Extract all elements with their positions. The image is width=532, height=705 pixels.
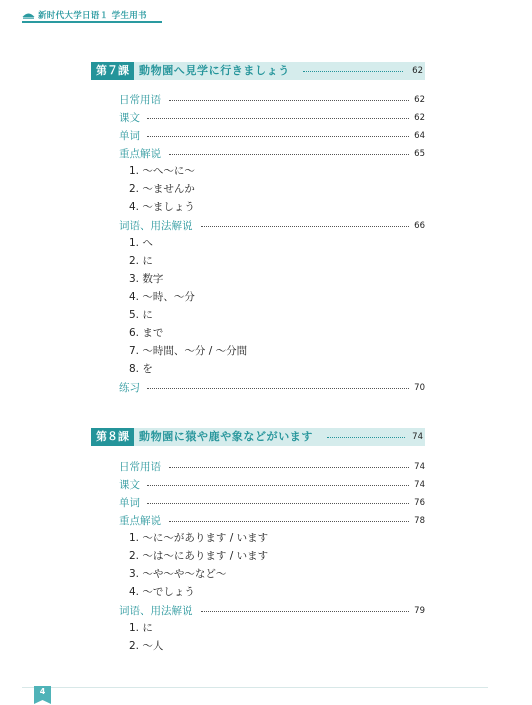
entry-page-number: 62 xyxy=(412,110,425,126)
lesson-number: 第８課 xyxy=(91,428,134,446)
entry-title: 词语、用法解说 xyxy=(119,605,193,617)
page-number: 4 xyxy=(39,687,46,696)
toc-subentry[interactable]: 2. ～は～にあります / います xyxy=(129,550,269,562)
lesson-page-number: 62 xyxy=(412,66,423,76)
entry-page-number: 74 xyxy=(412,459,425,475)
toc-entry-text[interactable] xyxy=(119,477,425,493)
header-divider xyxy=(22,21,162,23)
entry-page-number: 64 xyxy=(412,128,425,144)
entry-title: 单词 xyxy=(119,130,140,142)
toc-subentry[interactable]: 4. ～ましょう xyxy=(129,201,195,213)
entry-page-number: 78 xyxy=(412,513,425,529)
toc-subentry[interactable]: 2. ～ませんか xyxy=(129,183,195,195)
toc-entry-daily-phrases[interactable] xyxy=(119,459,425,475)
toc-entry-exercises[interactable] xyxy=(119,380,425,396)
toc-subentry[interactable]: 4. ～時、～分 xyxy=(129,291,195,303)
lesson-7-heading[interactable] xyxy=(91,62,425,80)
toc-subentry[interactable]: 1. に xyxy=(129,622,153,634)
entry-title: 词语、用法解说 xyxy=(119,220,193,232)
toc-subentry[interactable]: 7. ～時間、～分 / ～分間 xyxy=(129,345,248,357)
dot-leader xyxy=(201,611,409,612)
entry-title: 课文 xyxy=(119,479,140,491)
dot-leader xyxy=(147,485,409,486)
entry-title: 练习 xyxy=(119,382,140,394)
toc-subentry[interactable]: 4. ～でしょう xyxy=(129,586,195,598)
entry-page-number: 76 xyxy=(412,495,425,511)
entry-page-number: 66 xyxy=(412,218,425,234)
dot-leader xyxy=(147,136,409,137)
lesson-title: 動物園へ見学に行きましょう xyxy=(139,64,290,77)
toc-subentry[interactable]: 2. ～人 xyxy=(129,640,164,652)
page-number-badge xyxy=(34,686,51,704)
dot-leader xyxy=(169,100,409,101)
book-header xyxy=(22,9,147,21)
toc-entry-usage-notes[interactable] xyxy=(119,218,425,234)
toc-entry-text[interactable] xyxy=(119,110,425,126)
dot-leader xyxy=(169,467,409,468)
toc-subentry[interactable]: 3. ～や～や～など～ xyxy=(129,568,227,580)
toc-subentry[interactable]: 2. に xyxy=(129,255,153,267)
toc-entry-key-points[interactable] xyxy=(119,146,425,162)
entry-title: 课文 xyxy=(119,112,140,124)
entry-title: 日常用语 xyxy=(119,461,161,473)
dot-leader xyxy=(201,226,409,227)
dot-leader xyxy=(169,521,409,522)
toc-subentry[interactable]: 8. を xyxy=(129,363,153,375)
lesson-8-heading[interactable] xyxy=(91,428,425,446)
toc-subentry[interactable]: 1. へ xyxy=(129,237,153,249)
entry-title: 单词 xyxy=(119,497,140,509)
entry-page-number: 79 xyxy=(412,603,425,619)
toc-subentry[interactable]: 5. に xyxy=(129,309,153,321)
toc-entry-key-points[interactable] xyxy=(119,513,425,529)
entry-page-number: 74 xyxy=(412,477,425,493)
footer-divider xyxy=(22,687,488,688)
lesson-number: 第７課 xyxy=(91,62,134,80)
dot-leader xyxy=(169,154,409,155)
entry-title: 日常用语 xyxy=(119,94,161,106)
toc-subentry[interactable]: 6. まで xyxy=(129,327,164,339)
dot-leader xyxy=(147,118,409,119)
toc-entry-vocabulary[interactable] xyxy=(119,128,425,144)
entry-page-number: 70 xyxy=(412,380,425,396)
dot-leader xyxy=(303,71,403,72)
entry-page-number: 65 xyxy=(412,146,425,162)
dot-leader xyxy=(327,437,405,438)
toc-subentry[interactable]: 1. ～に～があります / います xyxy=(129,532,269,544)
dot-leader xyxy=(147,388,409,389)
toc-entry-daily-phrases[interactable] xyxy=(119,92,425,108)
entry-title: 重点解说 xyxy=(119,515,161,527)
book-logo-icon xyxy=(22,11,35,19)
entry-title: 重点解说 xyxy=(119,148,161,160)
lesson-page-number: 74 xyxy=(412,432,423,442)
toc-subentry[interactable]: 1. ～へ～に～ xyxy=(129,165,195,177)
toc-entry-usage-notes[interactable] xyxy=(119,603,425,619)
lesson-title: 動物園に猿や鹿や象などがいます xyxy=(139,430,313,443)
toc-entry-vocabulary[interactable] xyxy=(119,495,425,511)
book-title: 新时代大学日语１ 学生用书 xyxy=(38,11,147,21)
dot-leader xyxy=(147,503,409,504)
toc-subentry[interactable]: 3. 数字 xyxy=(129,273,164,285)
entry-page-number: 62 xyxy=(412,92,425,108)
